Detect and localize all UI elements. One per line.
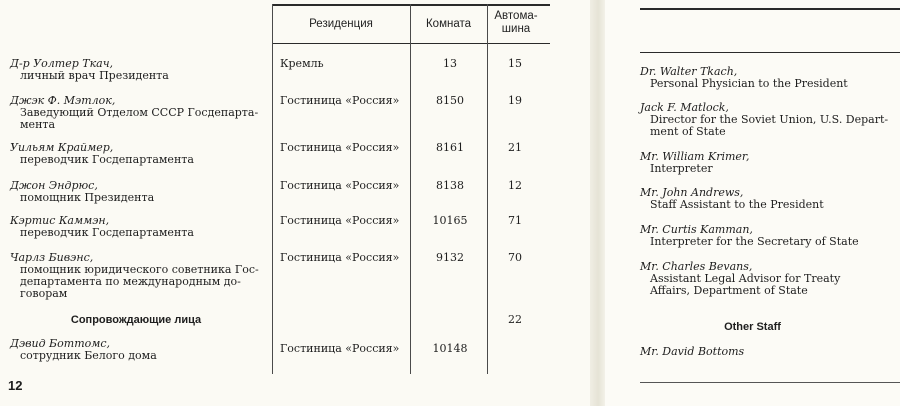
section-car-cell: 22 — [508, 313, 522, 326]
person-entry — [10, 180, 272, 204]
car-cell: 71 — [508, 214, 522, 227]
person-name: Чарлз Бивэнс, — [10, 251, 94, 264]
person-title: мента — [20, 118, 56, 131]
person-title: Director for the Soviet Union, U.S. Depart- — [650, 113, 889, 126]
residence-cell: Гостиница «Россия» — [280, 94, 400, 107]
person-entry — [640, 66, 895, 90]
table-top-rule — [640, 8, 900, 10]
person-name: Джон Эндрюс, — [10, 179, 98, 192]
person-title: помощник юридического советника Гос- — [20, 263, 259, 276]
car-cell: 15 — [508, 57, 522, 70]
room-cell: 9132 — [436, 251, 464, 264]
person-title: переводчик Госдепартамента — [20, 226, 194, 239]
right-page — [605, 0, 900, 406]
person-name: Mr. John Andrews, — [640, 186, 744, 199]
person-entry — [10, 95, 272, 131]
person-name: Уильям Краймер, — [10, 141, 114, 154]
person-entry — [10, 142, 272, 166]
person-title: ment of State — [650, 125, 726, 138]
car-cell: 70 — [508, 251, 522, 264]
person-title: Заведующий Отделом СССР Госдепарта- — [20, 106, 259, 119]
car-cell: 19 — [508, 94, 522, 107]
person-name: Dr. Walter Tkach, — [640, 65, 738, 78]
person-title: Affairs, Department of State — [650, 284, 808, 297]
header-car-line1: Автома- — [494, 10, 538, 22]
residence-cell: Кремль — [280, 57, 324, 70]
person-name: Mr. William Krimer, — [640, 150, 750, 163]
room-cell: 13 — [443, 57, 457, 70]
person-entry — [10, 58, 272, 82]
person-name: Кэртис Каммэн, — [10, 214, 110, 227]
header-bottom-rule — [272, 43, 550, 44]
room-cell: 8150 — [436, 94, 464, 107]
header-residence: Резиденция — [309, 18, 373, 30]
header-car — [487, 10, 545, 36]
table-top-rule — [272, 4, 550, 6]
person-title: личный врач Президента — [20, 69, 169, 82]
residence-cell: Гостиница «Россия» — [280, 342, 400, 355]
person-title: переводчик Госдепартамента — [20, 153, 194, 166]
person-entry — [10, 252, 272, 300]
person-entry — [10, 215, 272, 239]
person-name: Jack F. Matlock, — [640, 101, 729, 114]
page-number: 12 — [8, 378, 23, 393]
person-entry — [10, 338, 272, 362]
person-title: Interpreter — [650, 162, 713, 175]
person-title: сотрудник Белого дома — [20, 349, 157, 362]
person-title: Interpreter for the Secretary of State — [650, 235, 859, 248]
person-entry — [640, 187, 895, 211]
person-title: департамента по международным до- — [20, 275, 241, 288]
room-cell: 8161 — [436, 141, 464, 154]
person-entry — [640, 151, 895, 175]
room-cell: 10165 — [432, 214, 468, 227]
room-cell: 8138 — [436, 179, 464, 192]
residence-cell: Гостиница «Россия» — [280, 141, 400, 154]
person-entry — [640, 102, 895, 138]
car-cell: 12 — [508, 179, 522, 192]
person-entry — [640, 224, 895, 248]
person-entry — [640, 261, 895, 297]
header-car-line2: шина — [501, 23, 531, 35]
header-bottom-rule — [640, 52, 900, 53]
residence-cell: Гостиница «Россия» — [280, 179, 400, 192]
person-name: Д-р Уолтер Ткач, — [10, 57, 114, 70]
person-name: Дэвид Боттомс, — [10, 337, 111, 350]
car-cell: 21 — [508, 141, 522, 154]
person-name: Mr. David Bottoms — [640, 345, 745, 358]
person-name: Mr. Curtis Kamman, — [640, 223, 753, 236]
section-heading: Other Staff — [724, 321, 781, 333]
person-title: помощник Президента — [20, 191, 155, 204]
person-name: Mr. Charles Bevans, — [640, 260, 753, 273]
residence-cell: Гостиница «Россия» — [280, 214, 400, 227]
person-title: говорам — [20, 287, 68, 300]
residence-cell: Гостиница «Россия» — [280, 251, 400, 264]
section-heading: Сопровождающие лица — [70, 314, 202, 326]
person-entry — [640, 346, 895, 358]
column-divider — [272, 4, 273, 374]
bottom-rule — [640, 382, 900, 383]
person-title: Assistant Legal Advisor for Treaty — [650, 272, 841, 285]
header-room: Комната — [425, 18, 472, 30]
room-cell: 10148 — [432, 342, 468, 355]
person-title: Staff Assistant to the President — [650, 198, 824, 211]
book-gutter — [590, 0, 605, 406]
person-name: Джэк Ф. Мэтлок, — [10, 94, 116, 107]
person-title: Personal Physician to the President — [650, 77, 848, 90]
